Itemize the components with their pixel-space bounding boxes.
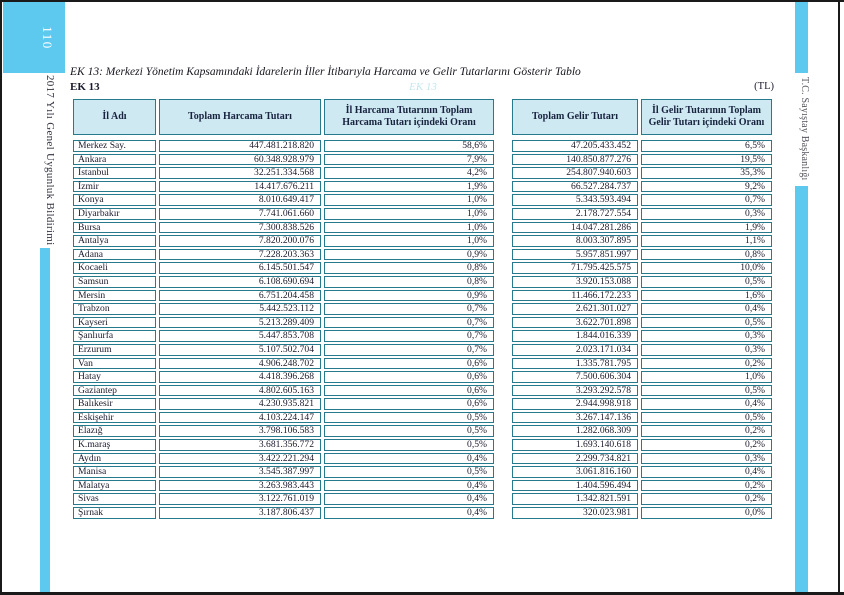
table-row	[73, 181, 494, 193]
revenue-share-cell: 0,2%	[641, 358, 772, 370]
expenditure-share-cell: 0,7%	[324, 330, 494, 342]
expenditure-share-cell: 0,6%	[324, 385, 494, 397]
revenue-share-cell: 0,3%	[641, 453, 772, 465]
province-cell: Şanlıurfa	[73, 330, 156, 342]
revenue-amount-cell: 254.807.940.603	[512, 167, 638, 179]
table-row	[73, 398, 494, 410]
expenditure-share-cell: 0,5%	[324, 439, 494, 451]
header-revenue-share: İl Gelir Tutarının Toplam Gelir Tutarı içindeki Oranı	[641, 99, 772, 135]
province-cell: Malatya	[73, 480, 156, 492]
table-row	[512, 249, 772, 261]
expenditure-amount-cell: 7.228.203.363	[159, 249, 321, 261]
table-row	[512, 385, 772, 397]
table-row	[512, 493, 772, 505]
revenue-amount-cell: 66.527.284.737	[512, 181, 638, 193]
revenue-table-body	[512, 140, 772, 519]
revenue-share-cell: 0,4%	[641, 303, 772, 315]
expenditure-table	[70, 138, 497, 521]
table-row	[73, 385, 494, 397]
right-accent-bar-top	[795, 2, 808, 73]
table-row	[73, 235, 494, 247]
revenue-share-cell: 0,4%	[641, 466, 772, 478]
expenditure-amount-cell: 3.263.983.443	[159, 480, 321, 492]
revenue-share-cell: 6,5%	[641, 140, 772, 152]
revenue-share-cell: 0,4%	[641, 398, 772, 410]
table-row	[73, 466, 494, 478]
province-cell: Eskişehir	[73, 412, 156, 424]
right-accent-bar-bottom	[795, 186, 808, 592]
expenditure-table-header	[70, 97, 497, 137]
table-title: EK 13: Merkezi Yönetim Kapsamındaki İdarelerin İller İtibarıyla Harcama ve Gelir Tutarlarını Gösterir Tablo	[70, 66, 581, 78]
province-cell: Mersin	[73, 290, 156, 302]
table-row	[512, 453, 772, 465]
table-row	[73, 140, 494, 152]
revenue-amount-cell: 2.944.998.918	[512, 398, 638, 410]
expenditure-share-cell: 0,6%	[324, 398, 494, 410]
expenditure-amount-cell: 5.442.523.112	[159, 303, 321, 315]
province-cell: Merkez Say.	[73, 140, 156, 152]
table-row	[73, 453, 494, 465]
header-expenditure-share: İl Harcama Tutarının Toplam Harcama Tutarı içindeki Oranı	[324, 99, 494, 135]
revenue-amount-cell: 1.335.781.795	[512, 358, 638, 370]
province-cell: Kayseri	[73, 317, 156, 329]
expenditure-share-cell: 0,4%	[324, 480, 494, 492]
revenue-amount-cell: 3.920.153.088	[512, 276, 638, 288]
province-tables	[70, 97, 776, 521]
revenue-amount-cell: 14.047.281.286	[512, 222, 638, 234]
table-row	[512, 303, 772, 315]
expenditure-share-cell: 0,8%	[324, 276, 494, 288]
expenditure-amount-cell: 4.418.396.268	[159, 371, 321, 383]
table-label: EK 13	[70, 81, 100, 93]
revenue-share-cell: 0,7%	[641, 194, 772, 206]
table-row	[512, 194, 772, 206]
table-row	[73, 290, 494, 302]
revenue-share-cell: 0,0%	[641, 507, 772, 519]
report-edition-vertical-text: 2017 Yılı Genel Uygunluk Bildirimi	[44, 75, 56, 246]
expenditure-share-cell: 58,6%	[324, 140, 494, 152]
expenditure-amount-cell: 7.741.061.660	[159, 208, 321, 220]
table-row	[512, 154, 772, 166]
table-row	[512, 344, 772, 356]
expenditure-amount-cell: 5.447.853.708	[159, 330, 321, 342]
expenditure-table-half	[70, 97, 497, 521]
province-cell: Sivas	[73, 493, 156, 505]
expenditure-amount-cell: 14.417.676.211	[159, 181, 321, 193]
expenditure-share-cell: 0,6%	[324, 371, 494, 383]
expenditure-amount-cell: 32.251.334.568	[159, 167, 321, 179]
table-row	[73, 358, 494, 370]
revenue-amount-cell: 71.795.425.575	[512, 262, 638, 274]
expenditure-share-cell: 0,4%	[324, 507, 494, 519]
table-row	[73, 480, 494, 492]
expenditure-share-cell: 0,7%	[324, 317, 494, 329]
expenditure-amount-cell: 4.802.605.163	[159, 385, 321, 397]
province-cell: Elazığ	[73, 425, 156, 437]
table-row	[73, 167, 494, 179]
expenditure-amount-cell: 6.108.690.694	[159, 276, 321, 288]
expenditure-share-cell: 0,4%	[324, 493, 494, 505]
expenditure-amount-cell: 7.820.200.076	[159, 235, 321, 247]
table-row	[73, 330, 494, 342]
expenditure-amount-cell: 6.145.501.547	[159, 262, 321, 274]
table-row	[73, 344, 494, 356]
expenditure-amount-cell: 4.103.224.147	[159, 412, 321, 424]
province-cell: Adana	[73, 249, 156, 261]
revenue-amount-cell: 5.957.851.997	[512, 249, 638, 261]
revenue-share-cell: 0,2%	[641, 439, 772, 451]
expenditure-amount-cell: 6.751.204.458	[159, 290, 321, 302]
table-row	[73, 262, 494, 274]
table-row	[512, 208, 772, 220]
province-cell: Balıkesir	[73, 398, 156, 410]
revenue-amount-cell: 3.061.816.160	[512, 466, 638, 478]
header-expenditure-total: Toplam Harcama Tutarı	[159, 99, 321, 135]
expenditure-amount-cell: 3.122.761.019	[159, 493, 321, 505]
page-border-left	[0, 0, 2, 595]
table-row	[73, 412, 494, 424]
page-border-top	[0, 0, 844, 2]
revenue-amount-cell: 2.299.734.821	[512, 453, 638, 465]
expenditure-share-cell: 0,8%	[324, 262, 494, 274]
revenue-share-cell: 1,1%	[641, 235, 772, 247]
revenue-amount-cell: 320.023.981	[512, 507, 638, 519]
table-label-row	[70, 81, 776, 95]
revenue-amount-cell: 2.178.727.554	[512, 208, 638, 220]
table-row	[512, 507, 772, 519]
revenue-table-half	[509, 97, 775, 521]
expenditure-table-body	[73, 140, 494, 519]
table-row	[73, 507, 494, 519]
expenditure-amount-cell: 4.230.935.821	[159, 398, 321, 410]
left-accent-bar	[40, 248, 50, 592]
province-cell: Diyarbakır	[73, 208, 156, 220]
revenue-share-cell: 1,0%	[641, 371, 772, 383]
province-cell: Van	[73, 358, 156, 370]
revenue-amount-cell: 1.844.016.339	[512, 330, 638, 342]
province-cell: Erzurum	[73, 344, 156, 356]
province-cell: K.maraş	[73, 439, 156, 451]
revenue-amount-cell: 3.622.701.898	[512, 317, 638, 329]
revenue-share-cell: 1,9%	[641, 222, 772, 234]
table-row	[73, 208, 494, 220]
province-cell: Aydın	[73, 453, 156, 465]
table-row	[73, 493, 494, 505]
table-row	[512, 317, 772, 329]
expenditure-share-cell: 0,7%	[324, 303, 494, 315]
expenditure-amount-cell: 3.681.356.772	[159, 439, 321, 451]
table-row	[512, 181, 772, 193]
expenditure-amount-cell: 8.010.649.417	[159, 194, 321, 206]
revenue-amount-cell: 11.466.172.233	[512, 290, 638, 302]
revenue-amount-cell: 2.621.301.027	[512, 303, 638, 315]
revenue-amount-cell: 2.023.171.034	[512, 344, 638, 356]
revenue-share-cell: 0,3%	[641, 344, 772, 356]
revenue-amount-cell: 7.500.606.304	[512, 371, 638, 383]
expenditure-amount-cell: 3.798.106.583	[159, 425, 321, 437]
revenue-share-cell: 0,3%	[641, 208, 772, 220]
expenditure-share-cell: 0,4%	[324, 453, 494, 465]
header-revenue-total: Toplam Gelir Tutarı	[512, 99, 638, 135]
expenditure-amount-cell: 5.107.502.704	[159, 344, 321, 356]
revenue-share-cell: 0,8%	[641, 249, 772, 261]
header-province: İl Adı	[73, 99, 156, 135]
revenue-amount-cell: 8.003.307.895	[512, 235, 638, 247]
revenue-share-cell: 0,5%	[641, 412, 772, 424]
revenue-amount-cell: 1.342.821.591	[512, 493, 638, 505]
province-cell: Bursa	[73, 222, 156, 234]
table-row	[512, 235, 772, 247]
revenue-amount-cell: 3.267.147.136	[512, 412, 638, 424]
expenditure-amount-cell: 447.481.218.820	[159, 140, 321, 152]
province-cell: Kocaeli	[73, 262, 156, 274]
revenue-share-cell: 10,0%	[641, 262, 772, 274]
expenditure-share-cell: 0,9%	[324, 290, 494, 302]
expenditure-amount-cell: 3.422.221.294	[159, 453, 321, 465]
table-row	[73, 425, 494, 437]
revenue-share-cell: 0,2%	[641, 425, 772, 437]
revenue-share-cell: 19,5%	[641, 154, 772, 166]
revenue-amount-cell: 1.693.140.618	[512, 439, 638, 451]
province-cell: Ankara	[73, 154, 156, 166]
expenditure-share-cell: 0,5%	[324, 466, 494, 478]
table-row	[512, 371, 772, 383]
province-cell: Konya	[73, 194, 156, 206]
table-row	[512, 262, 772, 274]
revenue-amount-cell: 1.282.068.309	[512, 425, 638, 437]
revenue-amount-cell: 3.293.292.578	[512, 385, 638, 397]
table-row	[512, 330, 772, 342]
province-cell: Trabzon	[73, 303, 156, 315]
expenditure-share-cell: 1,0%	[324, 235, 494, 247]
table-row	[73, 194, 494, 206]
revenue-amount-cell: 5.343.593.494	[512, 194, 638, 206]
institution-vertical-text: T.C. Sayıştay Başkanlığı	[799, 77, 810, 181]
expenditure-amount-cell: 5.213.289.409	[159, 317, 321, 329]
expenditure-amount-cell: 4.906.248.702	[159, 358, 321, 370]
table-row	[73, 276, 494, 288]
table-row	[512, 290, 772, 302]
province-cell: Şırnak	[73, 507, 156, 519]
expenditure-share-cell: 1,9%	[324, 181, 494, 193]
revenue-amount-cell: 47.205.433.452	[512, 140, 638, 152]
expenditure-share-cell: 0,6%	[324, 358, 494, 370]
table-row	[512, 276, 772, 288]
page-border-right	[838, 0, 840, 595]
currency-unit-label: (TL)	[754, 81, 774, 92]
expenditure-share-cell: 0,7%	[324, 344, 494, 356]
watermark-text: EK 13	[409, 81, 437, 93]
table-row	[73, 371, 494, 383]
province-cell: Antalya	[73, 235, 156, 247]
revenue-amount-cell: 1.404.596.494	[512, 480, 638, 492]
expenditure-share-cell: 7,9%	[324, 154, 494, 166]
table-row	[512, 222, 772, 234]
revenue-share-cell: 1,6%	[641, 290, 772, 302]
province-cell: İstanbul	[73, 167, 156, 179]
table-row	[512, 398, 772, 410]
table-row	[512, 425, 772, 437]
expenditure-share-cell: 0,5%	[324, 412, 494, 424]
expenditure-amount-cell: 3.545.387.997	[159, 466, 321, 478]
revenue-table	[509, 138, 775, 521]
table-row	[73, 303, 494, 315]
table-row	[73, 249, 494, 261]
table-row	[512, 439, 772, 451]
page-number-box	[3, 2, 65, 73]
province-cell: Samsun	[73, 276, 156, 288]
revenue-amount-cell: 140.850.877.276	[512, 154, 638, 166]
expenditure-share-cell: 0,9%	[324, 249, 494, 261]
province-cell: İzmir	[73, 181, 156, 193]
revenue-table-header	[509, 97, 775, 137]
page-content	[70, 66, 776, 521]
page-number: 110	[40, 25, 55, 50]
revenue-share-cell: 35,3%	[641, 167, 772, 179]
expenditure-share-cell: 1,0%	[324, 208, 494, 220]
table-row	[512, 167, 772, 179]
table-row	[512, 140, 772, 152]
revenue-share-cell: 9,2%	[641, 181, 772, 193]
expenditure-amount-cell: 3.187.806.437	[159, 507, 321, 519]
table-row	[73, 154, 494, 166]
province-cell: Hatay	[73, 371, 156, 383]
revenue-share-cell: 0,2%	[641, 480, 772, 492]
table-row	[73, 222, 494, 234]
revenue-share-cell: 0,5%	[641, 385, 772, 397]
table-row	[512, 358, 772, 370]
expenditure-share-cell: 0,5%	[324, 425, 494, 437]
expenditure-share-cell: 4,2%	[324, 167, 494, 179]
revenue-share-cell: 0,5%	[641, 276, 772, 288]
table-row	[512, 412, 772, 424]
province-cell: Manisa	[73, 466, 156, 478]
revenue-share-cell: 0,3%	[641, 330, 772, 342]
revenue-share-cell: 0,2%	[641, 493, 772, 505]
table-row	[73, 317, 494, 329]
expenditure-share-cell: 1,0%	[324, 194, 494, 206]
revenue-share-cell: 0,5%	[641, 317, 772, 329]
table-row	[512, 466, 772, 478]
table-row	[512, 480, 772, 492]
table-row	[73, 439, 494, 451]
province-cell: Gaziantep	[73, 385, 156, 397]
expenditure-share-cell: 1,0%	[324, 222, 494, 234]
expenditure-amount-cell: 7.300.838.526	[159, 222, 321, 234]
expenditure-amount-cell: 60.348.928.979	[159, 154, 321, 166]
